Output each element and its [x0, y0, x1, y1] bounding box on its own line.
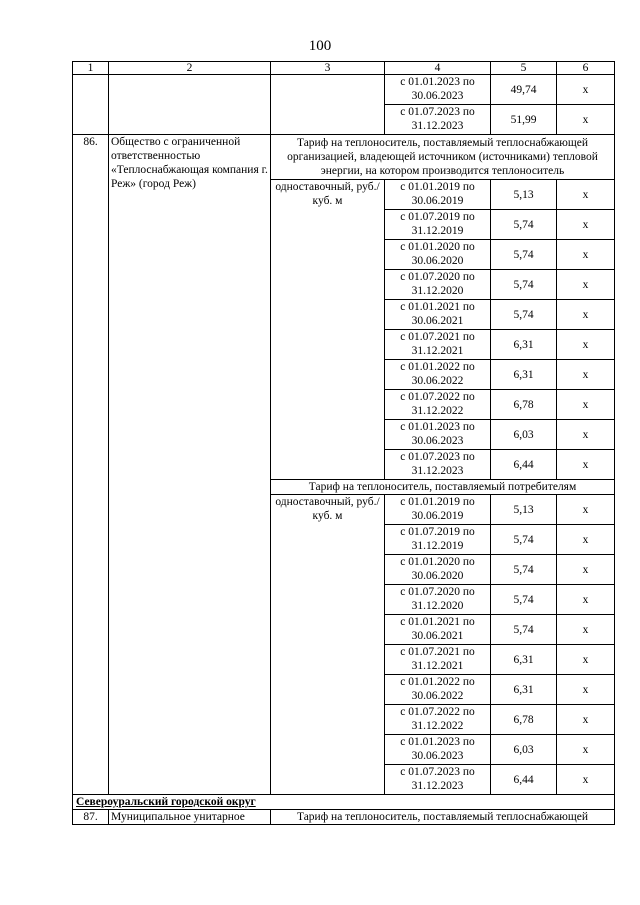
district-heading-row: [73, 795, 615, 810]
x-cell: х: [557, 735, 615, 765]
column-header-row: [73, 62, 615, 75]
organization-name: Общество с ограниченной ответственностью «Теплоснабжающая компания г. Реж» (город Реж): [109, 135, 271, 795]
period-cell: с 01.07.2021 по 31.12.2021: [385, 330, 491, 360]
tariff-value-cell: 5,74: [491, 270, 557, 300]
x-cell: х: [557, 180, 615, 210]
period-cell: с 01.01.2023 по 30.06.2023: [385, 75, 491, 105]
tariff-value-cell: 5,74: [491, 210, 557, 240]
tariff-value-cell: 49,74: [491, 75, 557, 105]
tariff-value-cell: 6,31: [491, 360, 557, 390]
column-header: 4: [385, 62, 491, 75]
tariff-group-title: Тариф на теплоноситель, поставляемый теплоснабжающей организацией, владеющей источником (источниками) тепловой энергии, на котором производится теплоноситель: [271, 135, 615, 180]
entry-number: 87.: [73, 810, 109, 825]
period-cell: с 01.07.2021 по 31.12.2021: [385, 645, 491, 675]
page-number: 100: [308, 38, 332, 54]
period-cell: с 01.07.2019 по 31.12.2019: [385, 525, 491, 555]
tariff-value-cell: 6,03: [491, 420, 557, 450]
tariff-group-title: Тариф на теплоноситель, поставляемый теплоснабжающей: [271, 810, 615, 825]
entry-row: [73, 810, 615, 825]
tariff-value-cell: 5,13: [491, 495, 557, 525]
x-cell: х: [557, 645, 615, 675]
period-cell: с 01.01.2020 по 30.06.2020: [385, 555, 491, 585]
x-cell: х: [557, 525, 615, 555]
tariff-unit: одноставочный, руб./куб. м: [271, 495, 385, 795]
organization-cell-empty: [109, 75, 271, 135]
tariff-value-cell: 5,74: [491, 615, 557, 645]
x-cell: х: [557, 765, 615, 795]
column-header: 6: [557, 62, 615, 75]
x-cell: х: [557, 105, 615, 135]
tariff-value-cell: 5,74: [491, 555, 557, 585]
tariff-value-cell: 6,78: [491, 705, 557, 735]
period-cell: с 01.07.2023 по 31.12.2023: [385, 765, 491, 795]
tariff-value-cell: 6,31: [491, 330, 557, 360]
period-cell: с 01.01.2020 по 30.06.2020: [385, 240, 491, 270]
tariff-title-row: [73, 135, 615, 180]
tariff-row: [73, 75, 615, 105]
column-header: 2: [109, 62, 271, 75]
tariff-value-cell: 6,44: [491, 765, 557, 795]
x-cell: х: [557, 270, 615, 300]
period-cell: с 01.01.2019 по 30.06.2019: [385, 495, 491, 525]
x-cell: х: [557, 615, 615, 645]
x-cell: х: [557, 390, 615, 420]
column-header: 5: [491, 62, 557, 75]
tariff-value-cell: 5,74: [491, 525, 557, 555]
x-cell: х: [557, 210, 615, 240]
number-cell-empty: [73, 75, 109, 135]
organization-name: Муниципальное унитарное: [109, 810, 271, 825]
period-cell: с 01.07.2020 по 31.12.2020: [385, 585, 491, 615]
entry-number: 86.: [73, 135, 109, 795]
tariff-value-cell: 5,13: [491, 180, 557, 210]
x-cell: х: [557, 450, 615, 480]
x-cell: х: [557, 240, 615, 270]
period-cell: с 01.07.2022 по 31.12.2022: [385, 390, 491, 420]
tariff-value-cell: 6,03: [491, 735, 557, 765]
period-cell: с 01.07.2019 по 31.12.2019: [385, 210, 491, 240]
period-cell: с 01.07.2020 по 31.12.2020: [385, 270, 491, 300]
column-header: 1: [73, 62, 109, 75]
x-cell: х: [557, 420, 615, 450]
tariff-value-cell: 6,78: [491, 390, 557, 420]
tariff-value-cell: 5,74: [491, 585, 557, 615]
period-cell: с 01.01.2021 по 30.06.2021: [385, 300, 491, 330]
x-cell: х: [557, 705, 615, 735]
x-cell: х: [557, 75, 615, 105]
tariff-value-cell: 51,99: [491, 105, 557, 135]
x-cell: х: [557, 300, 615, 330]
period-cell: с 01.07.2023 по 31.12.2023: [385, 450, 491, 480]
district-heading: Североуральский городской округ: [73, 795, 615, 810]
x-cell: х: [557, 330, 615, 360]
period-cell: с 01.07.2023 по 31.12.2023: [385, 105, 491, 135]
unit-cell-empty: [271, 75, 385, 135]
tariff-table: [72, 61, 615, 825]
tariff-value-cell: 6,44: [491, 450, 557, 480]
tariff-value-cell: 5,74: [491, 240, 557, 270]
x-cell: х: [557, 360, 615, 390]
tariff-group-title: Тариф на теплоноситель, поставляемый потребителям: [271, 480, 615, 495]
tariff-value-cell: 5,74: [491, 300, 557, 330]
x-cell: х: [557, 675, 615, 705]
period-cell: с 01.01.2022 по 30.06.2022: [385, 675, 491, 705]
tariff-value-cell: 6,31: [491, 645, 557, 675]
period-cell: с 01.07.2022 по 31.12.2022: [385, 705, 491, 735]
x-cell: х: [557, 585, 615, 615]
period-cell: с 01.01.2019 по 30.06.2019: [385, 180, 491, 210]
tariff-value-cell: 6,31: [491, 675, 557, 705]
period-cell: с 01.01.2022 по 30.06.2022: [385, 360, 491, 390]
x-cell: х: [557, 555, 615, 585]
period-cell: с 01.01.2021 по 30.06.2021: [385, 615, 491, 645]
x-cell: х: [557, 495, 615, 525]
tariff-unit: одноставочный, руб./куб. м: [271, 180, 385, 480]
column-header: 3: [271, 62, 385, 75]
period-cell: с 01.01.2023 по 30.06.2023: [385, 420, 491, 450]
period-cell: с 01.01.2023 по 30.06.2023: [385, 735, 491, 765]
